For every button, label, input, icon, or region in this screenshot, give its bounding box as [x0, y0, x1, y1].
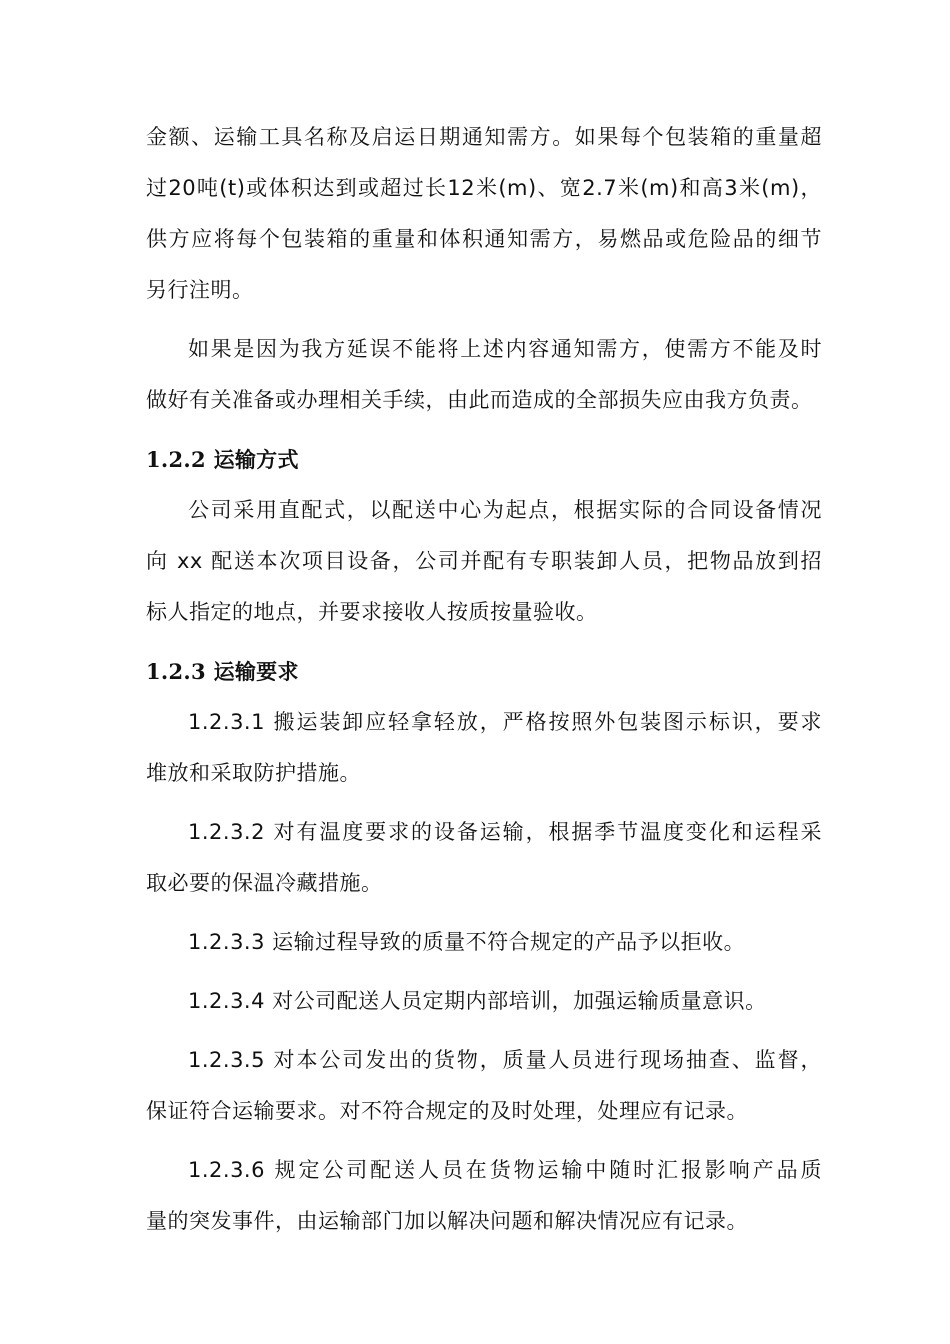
requirement-4 [146, 976, 822, 1027]
text-line: 1.2.3.5 对本公司发出的货物，质量人员进行现场抽查、监督， [188, 1048, 822, 1072]
text-line: 1.2.3.2 对有温度要求的设备运输，根据季节温度变化和运程采 [188, 820, 822, 844]
text-line: 金额、运输工具名称及启运日期通知需方。如果每个包装箱的重量超 [146, 125, 822, 149]
requirement-2 [146, 807, 822, 909]
text-line: 标人指定的地点，并要求接收人按质按量验收。 [146, 600, 598, 624]
text-line: 向 xx 配送本次项目设备，公司并配有专职装卸人员，把物品放到招 [146, 549, 822, 573]
text-line: 1.2.3.4 对公司配送人员定期内部培训，加强运输质量意识。 [188, 989, 767, 1013]
requirement-6 [146, 1145, 822, 1247]
text-line: 过20吨(t)或体积达到或超过长12米(m)、宽2.7米(m)和高3米(m)， [146, 176, 822, 200]
text-line: 保证符合运输要求。对不符合规定的及时处理，处理应有记录。 [146, 1099, 748, 1123]
section-heading-transport-requirements: 1.2.3 运输要求 [146, 659, 299, 684]
text-line: 1.2.3.1 搬运装卸应轻拿轻放，严格按照外包装图示标识，要求 [188, 710, 822, 734]
text-line: 如果是因为我方延误不能将上述内容通知需方，使需方不能及时 [188, 337, 822, 361]
text-line: 堆放和采取防护措施。 [146, 761, 361, 785]
text-line: 公司采用直配式，以配送中心为起点，根据实际的合同设备情况 [188, 498, 822, 522]
text-line: 1.2.3.6 规定公司配送人员在货物运输中随时汇报影响产品质 [188, 1158, 822, 1182]
paragraph-transport-method [146, 485, 822, 638]
requirement-1 [146, 697, 822, 799]
text-line: 量的突发事件，由运输部门加以解决问题和解决情况应有记录。 [146, 1209, 748, 1233]
text-line: 另行注明。 [146, 278, 254, 302]
document-body [146, 112, 822, 1247]
text-line: 取必要的保温冷藏措施。 [146, 871, 383, 895]
text-line: 1.2.3.3 运输过程导致的质量不符合规定的产品予以拒收。 [188, 930, 746, 954]
text-line: 做好有关准备或办理相关手续，由此而造成的全部损失应由我方负责。 [146, 388, 813, 412]
requirement-5 [146, 1035, 822, 1137]
paragraph-delay-liability [146, 324, 822, 426]
paragraph-shipping-notice [146, 112, 822, 316]
section-heading-transport-method: 1.2.2 运输方式 [146, 447, 299, 472]
requirement-3 [146, 917, 822, 968]
text-line: 供方应将每个包装箱的重量和体积通知需方，易燃品或危险品的细节 [146, 227, 822, 251]
